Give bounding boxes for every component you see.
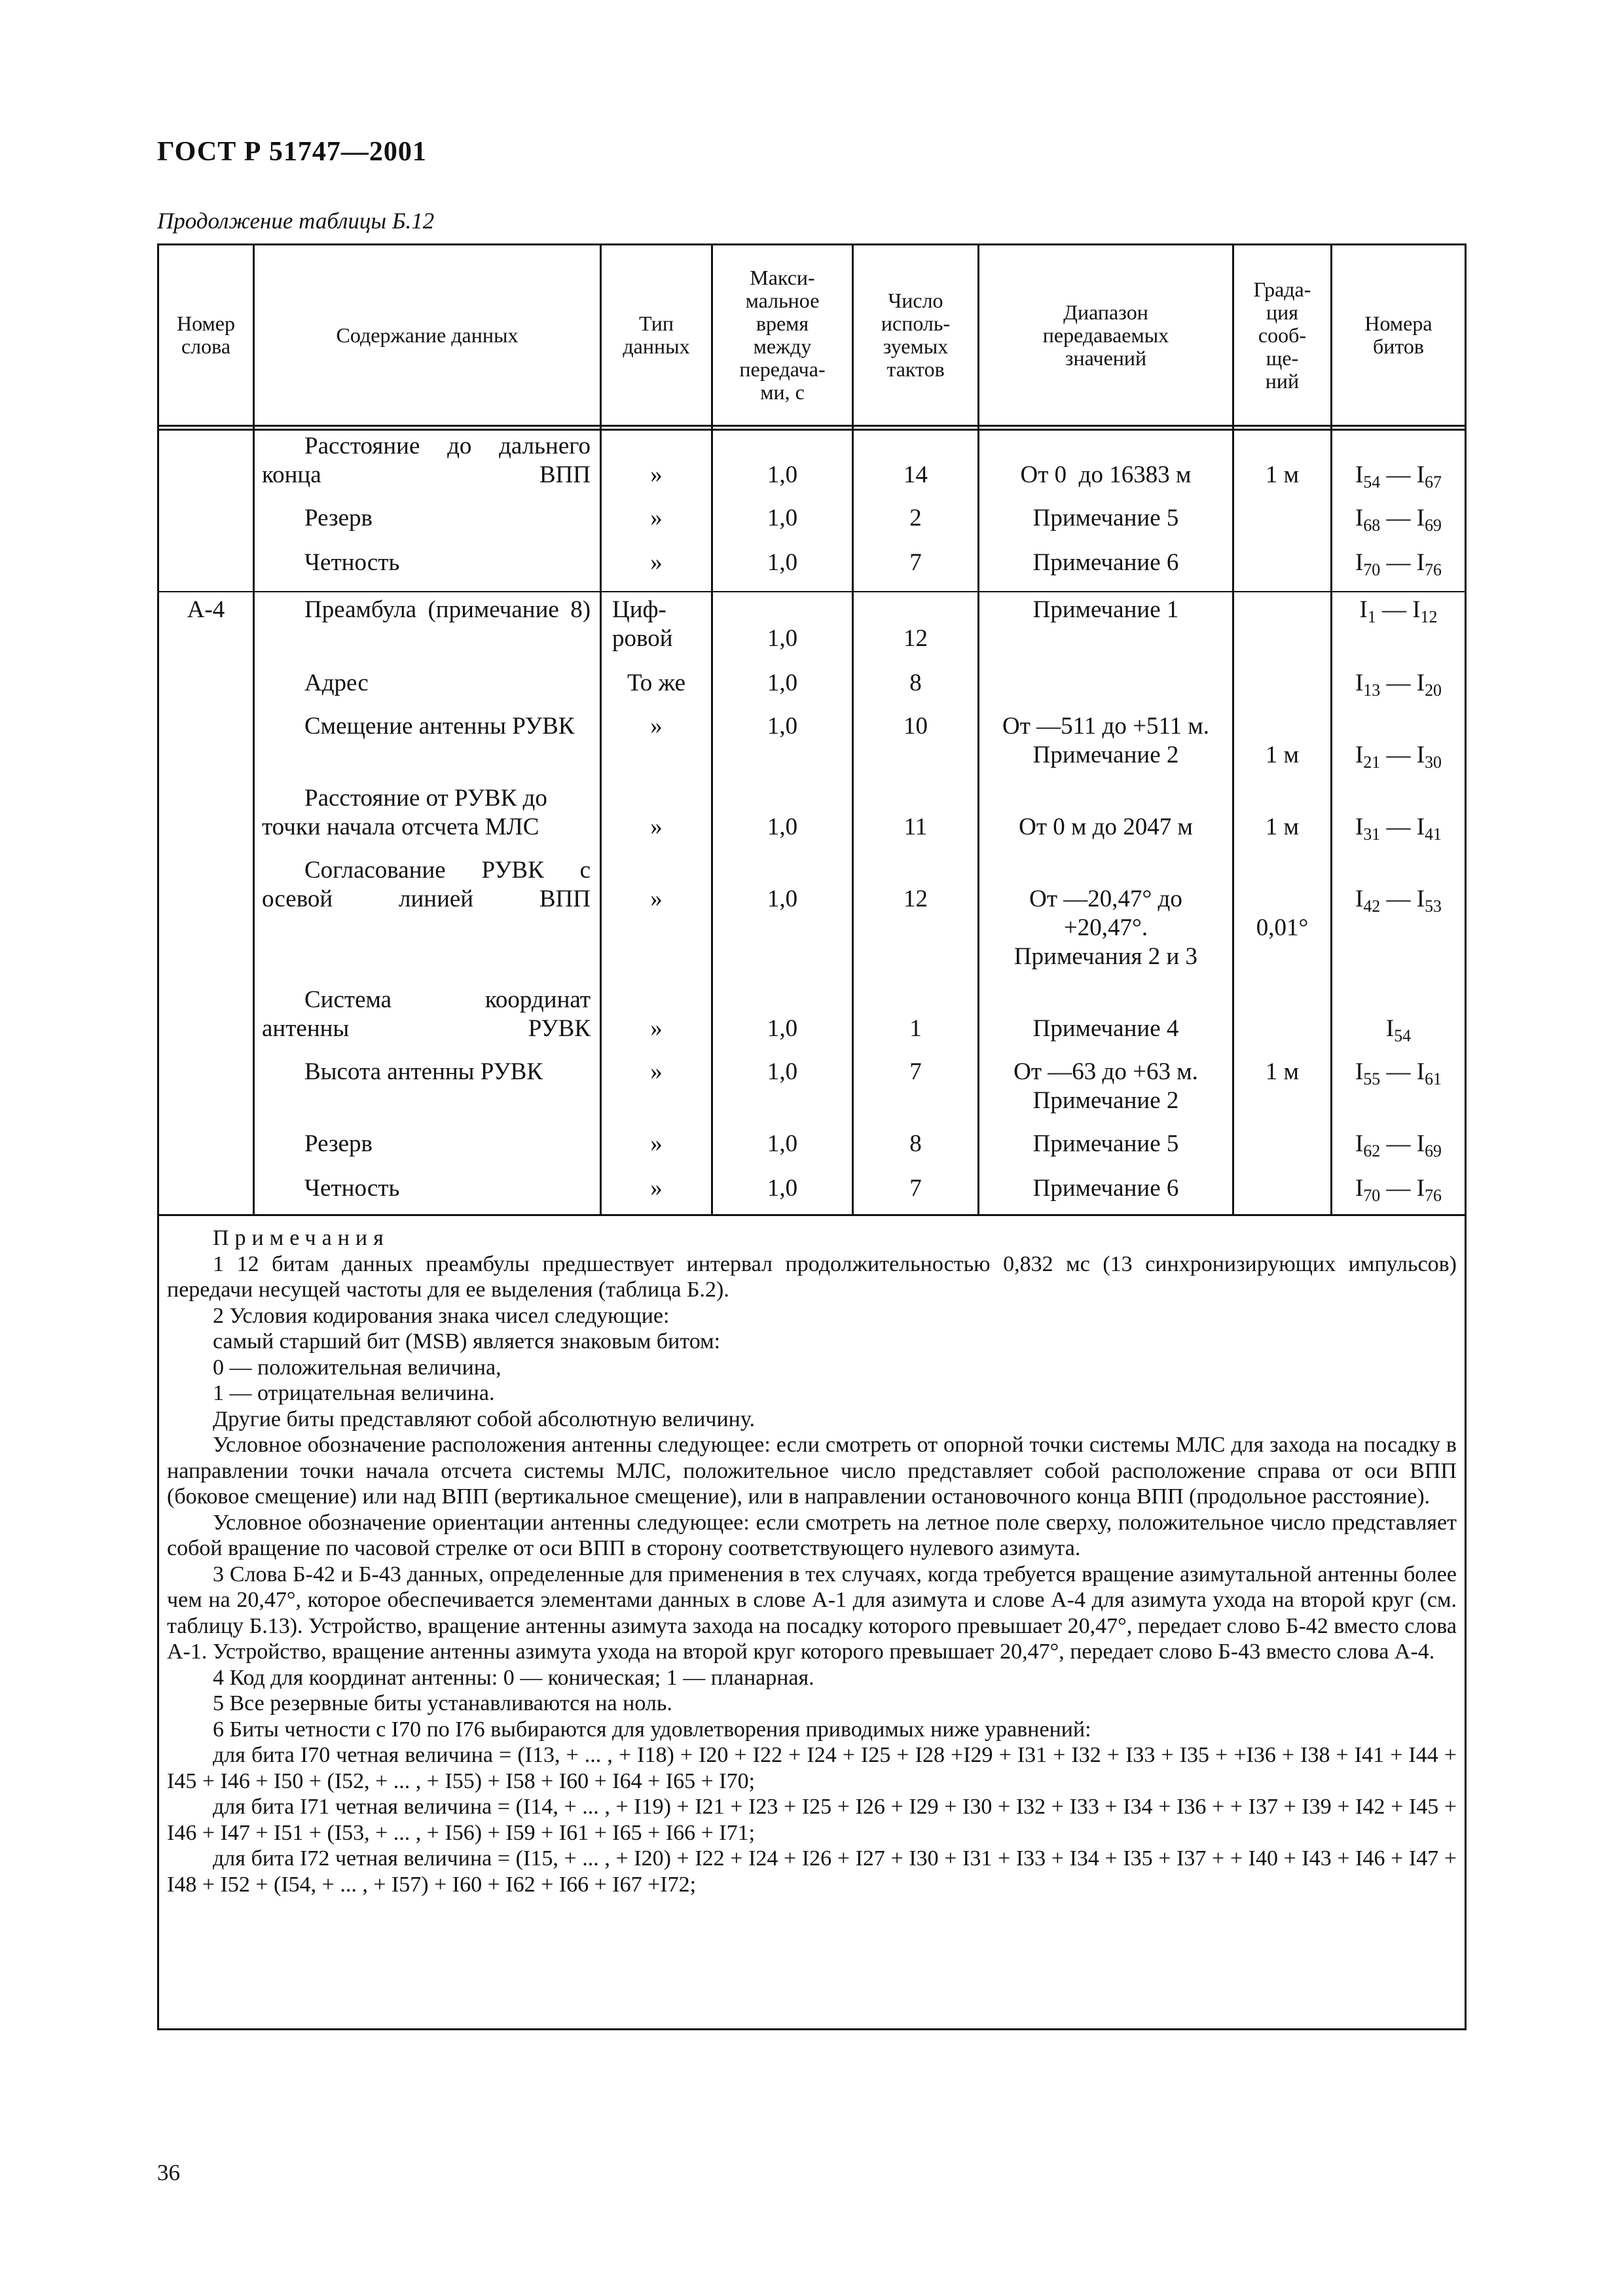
table-cell-time: 1,0 xyxy=(767,505,798,531)
table-cell-type: » xyxy=(650,505,663,531)
page-number: 36 xyxy=(157,2160,180,2185)
table-cell-range: От —20,47° до +20,47°. Примечания 2 и 3 xyxy=(1013,886,1198,970)
table-cell-gradation: 1 м xyxy=(1265,742,1300,768)
header-range: Диапазон передаваемых значений xyxy=(1042,300,1169,370)
table-row-content: Преамбула (примечание 8) xyxy=(304,596,591,623)
note-2-positive: 0 — положительная величина, xyxy=(213,1355,501,1380)
header-gradation: Града- ция сооб- ще- ний xyxy=(1253,277,1311,393)
table-row-content: Расстояние от РУВК до точки начала отсчета МЛС xyxy=(262,785,547,840)
header-data-type: Тип данных xyxy=(623,312,690,358)
header-rule-1 xyxy=(157,425,1467,427)
table-cell-time: 1,0 xyxy=(767,1015,798,1042)
parity-equation-72: для бита I72 четная величина = (I15, + ... , + I20) + I22 + I24 + I26 + I27 + I30 + I31 + I33 + I34 + I35 + I37 + + I40 + I43 + I46 + I47 + I48 + I52 + (I54, + ... , + I57) + I60 + I62 + I66 + I67 +I72; xyxy=(167,1846,1457,1897)
table-cell-bits: $I_{54}$ — $I_{67}$ xyxy=(1355,461,1442,492)
header-content: Содержание данных xyxy=(336,323,519,347)
table-cell-type: Циф- ровой xyxy=(612,596,673,652)
table-cell-tacts: 1 xyxy=(909,1015,922,1042)
table-cell-bits: $I_{21}$ — $I_{30}$ xyxy=(1355,742,1442,772)
table-row-content: Четность xyxy=(304,549,400,576)
note-3: 3 Слова Б-42 и Б-43 данных, определенные для применения в тех случаях, когда требуется вращение азимутальной антенны более чем на 20,47°, которое обеспечивается элементами данных в слове А-1 для азимута и слове А-4 для азимута ухода на второй круг (см. таблицу Б.13). Устройство, вращение антенны азимута захода на посадку которого превышает 20,47°, передает слово Б-42 вместо слова А-1. Устройство, вращение антенны азимута ухода на второй круг которого превышает 20,47°, передает слово Б-43 вместо слова А-4. xyxy=(167,1562,1457,1664)
notes-title: Примечания xyxy=(213,1226,390,1250)
table-cell-range: Примечание 6 xyxy=(1032,1175,1179,1202)
table-row-content: Система координат антенны РУВК xyxy=(262,986,591,1042)
note-2-negative: 1 — отрицательная величина. xyxy=(213,1381,495,1405)
table-cell-bits: $I_{42}$ — $I_{53}$ xyxy=(1355,886,1442,916)
table-cell-bits: $I_{13}$ — $I_{20}$ xyxy=(1355,670,1442,700)
note-2-orientation: Условное обозначение ориентации антенны следующее: если смотреть на летное поле сверху, положительное число представляет собой вращение по часовой стрелке от оси ВПП в сторону соответствующего нулевого азимута. xyxy=(167,1510,1457,1560)
note-1: 1 12 битам данных преамбулы предшествует интервал продолжительностью 0,832 мс (13 синхронизирующих импульсов) передачи несущей частоты для ее выделения (таблица Б.2). xyxy=(167,1251,1457,1302)
table-row-content: Четность xyxy=(304,1175,400,1202)
table-cell-tacts: 7 xyxy=(909,1058,922,1085)
header-word-number: Номер слова xyxy=(177,312,235,358)
table-cell-range: Примечание 5 xyxy=(1032,1130,1179,1157)
note-4: 4 Код для координат антенны: 0 — коническая; 1 — планарная. xyxy=(213,1665,814,1690)
document-header: ГОСТ Р 51747—2001 xyxy=(157,137,427,167)
table-row-content: Расстояние до дальнего конца ВПП xyxy=(262,433,591,488)
table-row-content: Резерв xyxy=(304,505,373,531)
table-cell-range: От 0 до 16383 м xyxy=(1020,461,1192,488)
table-cell-range: Примечание 1 xyxy=(1032,596,1179,623)
table-row-content: Высота антенны РУВК xyxy=(304,1058,543,1085)
note-2-msb: самый старший бит (MSB) является знаковым битом: xyxy=(213,1329,721,1354)
header-bit-numbers: Номера битов xyxy=(1364,312,1432,358)
parity-equation-70: для бита I70 четная величина = (I13, + ... , + I18) + I20 + I22 + I24 + I25 + I28 +I29 + I31 + I32 + I33 + I35 + +I36 + I38 + I41 + I44 + I45 + I46 + I50 + (I52, + ... , + I55) + I58 + I60 + I64 + I65 + I70; xyxy=(167,1743,1457,1793)
table-cell-time: 1,0 xyxy=(767,461,798,488)
table-cell-bits: $I_{68}$ — $I_{69}$ xyxy=(1355,505,1442,535)
table-cell-range: Примечание 4 xyxy=(1032,1015,1179,1042)
table-cell-bits: $I_{70}$ — $I_{76}$ xyxy=(1355,549,1442,579)
table-cell-range: Примечание 6 xyxy=(1032,549,1179,576)
table-cell-time: 1,0 xyxy=(767,549,798,576)
table-cell-range: От —63 до +63 м. Примечание 2 xyxy=(1013,1058,1198,1114)
table-cell-type: » xyxy=(650,549,663,576)
table-cell-gradation: 1 м xyxy=(1265,814,1300,840)
table-row-content: Резерв xyxy=(304,1130,373,1157)
table-cell-tacts: 12 xyxy=(903,625,928,652)
table-cell-time: 1,0 xyxy=(767,1130,798,1157)
table-cell-tacts: 14 xyxy=(903,461,928,488)
table-cell-type: То же xyxy=(627,670,686,696)
table-cell-tacts: 7 xyxy=(909,549,922,576)
table-cell-tacts: 10 xyxy=(903,713,928,740)
table-cell-range: От 0 м до 2047 м xyxy=(1019,814,1193,840)
table-cell-gradation: 1 м xyxy=(1265,1058,1300,1085)
table-cell-type: » xyxy=(650,814,663,840)
table-cell-bits: $I_{31}$ — $I_{41}$ xyxy=(1355,814,1442,844)
table-cell-range: От —511 до +511 м. Примечание 2 xyxy=(1002,713,1209,768)
note-2: 2 Условия кодирования знака чисел следующие: xyxy=(213,1303,670,1328)
table-cell-time: 1,0 xyxy=(767,670,798,696)
table-row-content: Согласование РУВК с осевой линией ВПП xyxy=(262,857,591,912)
table-cell-bits: $I_{70}$ — $I_{76}$ xyxy=(1355,1175,1442,1205)
note-2-other-bits: Другие биты представляют собой абсолютную величину. xyxy=(213,1407,755,1431)
note-6: 6 Биты четности с I70 по I76 выбираются для удовлетворения приводимых ниже уравнений: xyxy=(213,1717,1091,1742)
table-cell-tacts: 8 xyxy=(909,1130,922,1157)
table-cell-tacts: 8 xyxy=(909,670,922,696)
table-cell-type: » xyxy=(650,461,663,488)
note-5: 5 Все резервные биты устанавливаются на ноль. xyxy=(213,1691,672,1715)
table-cell-range: Примечание 5 xyxy=(1032,505,1179,531)
table-cell-tacts: 7 xyxy=(909,1175,922,1202)
table-cell-tacts: 11 xyxy=(903,814,928,840)
table-cell-time: 1,0 xyxy=(767,713,798,740)
table-cell-type: » xyxy=(650,1175,663,1202)
table-cell-bits: $I_{54}$ xyxy=(1385,1015,1412,1045)
table-cell-type: » xyxy=(650,1058,663,1085)
table-cell-tacts: 2 xyxy=(909,505,922,531)
table-cell-time: 1,0 xyxy=(767,625,798,652)
table-cell-tacts: 12 xyxy=(903,886,928,912)
table-cell-bits: $I_1$ — $I_{12}$ xyxy=(1359,596,1438,626)
table-cell-type: » xyxy=(650,713,663,740)
note-2-location: Условное обозначение расположения антенны следующее: если смотреть от опорной точки системы МЛС для захода на посадку в направлении точки начала отсчета системы МЛС, положительное число представляет собой расположение справа от оси ВПП (боковое смещение) или над ВПП (вертикальное смещение), или в направлении остановочного конца ВПП (продольное расстояние). xyxy=(167,1433,1457,1509)
notes-section xyxy=(167,1225,1457,1897)
table-cell-time: 1,0 xyxy=(767,886,798,912)
table-cell-gradation: 0,01° xyxy=(1256,914,1309,941)
table-row-content: Адрес xyxy=(304,670,369,696)
table-cell-bits: $I_{55}$ — $I_{61}$ xyxy=(1355,1058,1442,1088)
table-caption: Продолжение таблицы Б.12 xyxy=(157,208,435,234)
table-cell-type: » xyxy=(650,886,663,912)
parity-equation-71: для бита I71 четная величина = (I14, + ... , + I19) + I21 + I23 + I25 + I26 + I29 + I30 + I32 + I33 + I34 + I36 + + I37 + I39 + I42 + I45 + I46 + I47 + I51 + (I53, + ... , + I56) + I59 + I61 + I65 + I66 + I71; xyxy=(167,1795,1457,1845)
table-cell-time: 1,0 xyxy=(767,1175,798,1202)
word-number-a4: А-4 xyxy=(187,596,225,623)
header-tacts: Число исполь- зуемых тактов xyxy=(881,289,951,381)
table-cell-gradation: 1 м xyxy=(1265,461,1300,488)
table-row-content: Смещение антенны РУВК xyxy=(304,713,575,740)
table-cell-bits: $I_{62}$ — $I_{69}$ xyxy=(1355,1130,1442,1160)
table-bottom-rule xyxy=(157,1214,1467,1216)
table-cell-type: » xyxy=(650,1130,663,1157)
table-cell-type: » xyxy=(650,1015,663,1042)
table-cell-time: 1,0 xyxy=(767,814,798,840)
header-rule-2 xyxy=(157,429,1467,431)
table-cell-time: 1,0 xyxy=(767,1058,798,1085)
header-max-time: Макси- мальное время между передача- ми, с xyxy=(739,266,826,404)
row-separator xyxy=(157,591,1467,592)
